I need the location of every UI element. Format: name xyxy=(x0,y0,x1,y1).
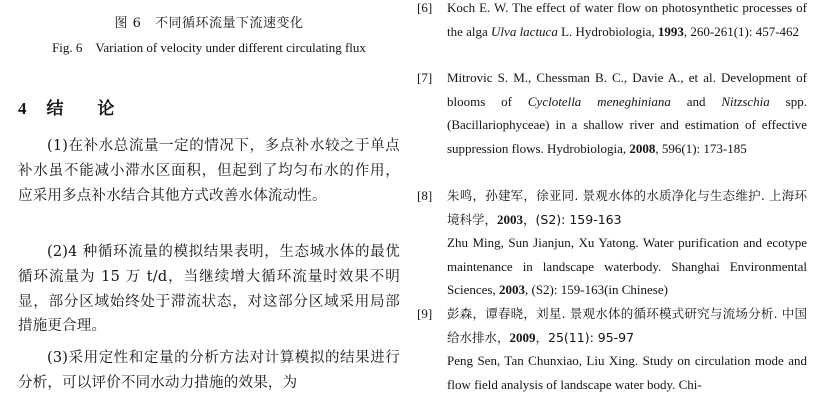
ref-species: Nitzschia xyxy=(721,93,770,109)
ref-text-chinese: 朱鸣，孙建军，徐亚同. 景观水体的水质净化与生态维护. 上海环境科学， xyxy=(447,188,807,227)
reference-body xyxy=(447,0,807,43)
reference-6 xyxy=(417,0,807,43)
reference-label: [7] xyxy=(417,70,433,85)
section-title: 结 论 xyxy=(46,99,129,119)
ref-text: L. Hydrobiologia, xyxy=(557,23,658,39)
conclusion-paragraph-3: (3)采用定性和定量的分析方法对计算模拟的结果进行分析，可以评价不同水动力措施的效果，为 xyxy=(18,350,400,391)
ref-pages: , 596(1): 173-185 xyxy=(655,140,747,156)
ref-year: 2003 xyxy=(498,282,525,297)
ref-species: Ulva lactuca xyxy=(491,23,558,39)
reference-body xyxy=(447,302,807,396)
ref-text: Koch E. W. The effect of water flow on photosynthetic processes of the alga xyxy=(447,0,807,39)
reference-9 xyxy=(417,302,807,396)
ref-year: 2008 xyxy=(629,140,656,156)
ref-text: and xyxy=(670,93,722,109)
figure-caption-english: Fig. 6 Variation of velocity under different circulating flux xyxy=(52,40,366,55)
reference-body xyxy=(447,184,807,302)
ref-pages: ，25(11): 95-97 xyxy=(535,329,635,345)
ref-species: Cyclotella meneghiniana xyxy=(527,93,671,109)
ref-year: 2003 xyxy=(497,211,524,227)
reference-label: [6] xyxy=(417,0,433,15)
ref-text: Mitrovic S. M., Chessman B. C., Davie A., et al. Development of blooms of xyxy=(447,70,807,109)
ref-pages: , 260-261(1): 457-462 xyxy=(683,23,800,39)
figure-caption-chinese: 图 6 不同循环流量下流速变化 xyxy=(114,16,304,31)
section-heading xyxy=(18,94,128,119)
conclusion-paragraph-1: (1)在补水总流量一定的情况下，多点补水较之于单点补水虽不能减小滞水区面积，但起到了均匀布水的作用，应采用多点补水结合其他方式改善水体流动性。 xyxy=(18,138,400,204)
conclusion-paragraph-2: (2)4 种循环流量的模拟结果表明，生态城水体的最优循环流量为 15 万 t/d，当继续增大循环流量时效果不明显，部分区域始终处于滞流状态，对这部分区域采用局部措施更合理。 xyxy=(18,244,400,335)
reference-body xyxy=(447,66,807,160)
reference-8 xyxy=(417,184,807,302)
ref-year: 2009 xyxy=(509,329,536,345)
ref-pages: , (S2): 159-163(in Chinese) xyxy=(524,282,668,297)
ref-text-english: Peng Sen, Tan Chunxiao, Liu Xing. Study on circulation mode and flow field analysis of landscape water body. Chi- xyxy=(447,353,807,392)
section-number: 4 xyxy=(18,99,27,118)
reference-label: [9] xyxy=(417,306,433,321)
ref-pages: ，(S2): 159-163 xyxy=(523,211,622,227)
reference-label: [8] xyxy=(417,188,433,203)
ref-text-english: Zhu Ming, Sun Jianjun, Xu Yatong. Water purification and ecotype maintenance in landscape waterbody. Shanghai Environmental Sciences, xyxy=(447,235,807,297)
ref-year: 1993 xyxy=(657,23,684,39)
reference-7 xyxy=(417,66,807,160)
ref-text: spp. (Bacillariophyceae) in a shallow river and estimation of effective suppression flows. Hydrobiologia, xyxy=(447,93,807,156)
ref-text-chinese: 彭森，谭春晓，刘星. 景观水体的循环模式研究与流场分析. 中国给水排水， xyxy=(447,306,807,345)
